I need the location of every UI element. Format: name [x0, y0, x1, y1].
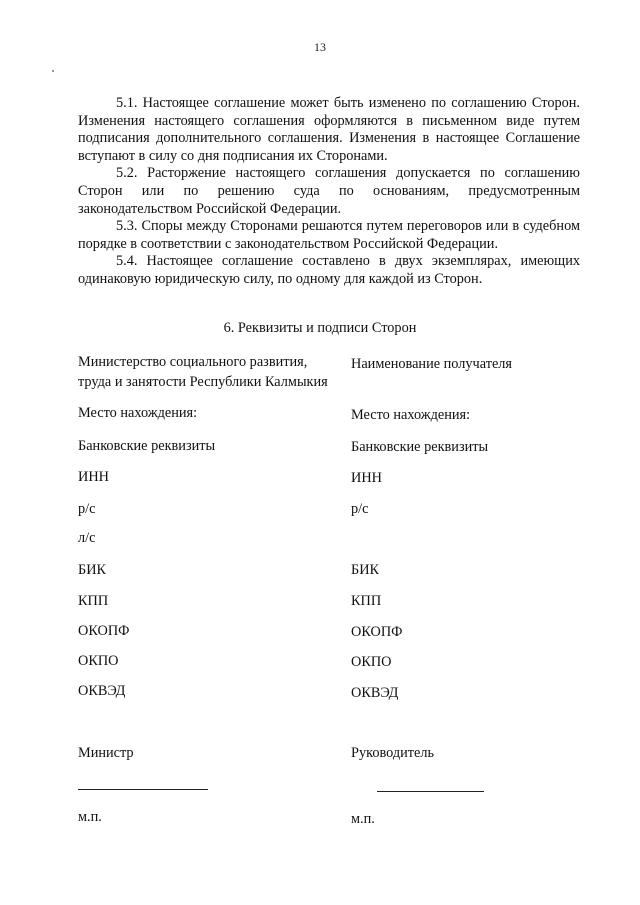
- left-bank-label: Банковские реквизиты: [78, 438, 216, 454]
- left-party-name-line1: Министерство социального развития,: [78, 354, 308, 370]
- right-okopf-label: ОКОПФ: [351, 624, 403, 640]
- left-ls-label: л/с: [78, 530, 96, 546]
- left-okopf-label: ОКОПФ: [78, 623, 130, 639]
- left-location-label: Место нахождения:: [78, 405, 198, 421]
- right-inn-label: ИНН: [351, 470, 382, 486]
- right-okpo-label: ОКПО: [351, 654, 392, 670]
- clause-5-2: 5.2. Расторжение настоящего соглашения допускается по соглашению Сторон или по решению суда по основаниям, предусмотренным законодательством Российской Федерации.: [78, 165, 580, 217]
- left-stamp-label: м.п.: [78, 809, 102, 825]
- right-signature-line: [377, 791, 484, 792]
- right-location-label: Место нахождения:: [351, 407, 471, 423]
- right-bank-label: Банковские реквизиты: [351, 439, 489, 455]
- left-okved-label: ОКВЭД: [78, 683, 126, 699]
- clause-5-1: 5.1. Настоящее соглашение может быть изменено по соглашению Сторон. Изменения настоящего соглашения оформляются в письменном виде путем подписания дополнительного соглашения. Изменения в настоящее Соглашение вступают в силу со дня подписания их Сторонами.: [78, 95, 580, 164]
- left-bik-label: БИК: [78, 562, 107, 578]
- right-signer-title: Руководитель: [351, 745, 435, 761]
- right-rs-label: р/с: [351, 501, 369, 517]
- right-okved-label: ОКВЭД: [351, 685, 399, 701]
- left-signature-line: [78, 789, 208, 790]
- left-kpp-label: КПП: [78, 593, 109, 609]
- agreement-clauses: [78, 95, 580, 289]
- left-signer-title: Министр: [78, 745, 134, 761]
- left-inn-label: ИНН: [78, 469, 109, 485]
- section-heading: 6. Реквизиты и подписи Сторон: [223, 320, 417, 336]
- left-party-name: [78, 352, 348, 392]
- left-rs-label: р/с: [78, 501, 96, 517]
- page-number: 13: [314, 40, 326, 54]
- left-party-column: [78, 352, 348, 825]
- right-kpp-label: КПП: [351, 593, 382, 609]
- left-okpo-label: ОКПО: [78, 653, 119, 669]
- clause-5-3: 5.3. Споры между Сторонами решаются путем переговоров или в судебном порядке в соответствии с законодательством Российской Федерации.: [78, 218, 580, 252]
- scan-speck: [52, 70, 54, 72]
- right-bik-label: БИК: [351, 562, 380, 578]
- right-party-name: Наименование получателя: [351, 356, 513, 372]
- right-stamp-label: м.п.: [351, 811, 375, 827]
- left-party-name-line2: труда и занятости Республики Калмыкия: [78, 374, 328, 390]
- clause-5-4: 5.4. Настоящее соглашение составлено в двух экземплярах, имеющих одинаковую юридическую силу, по одному для каждой из Сторон.: [78, 253, 580, 287]
